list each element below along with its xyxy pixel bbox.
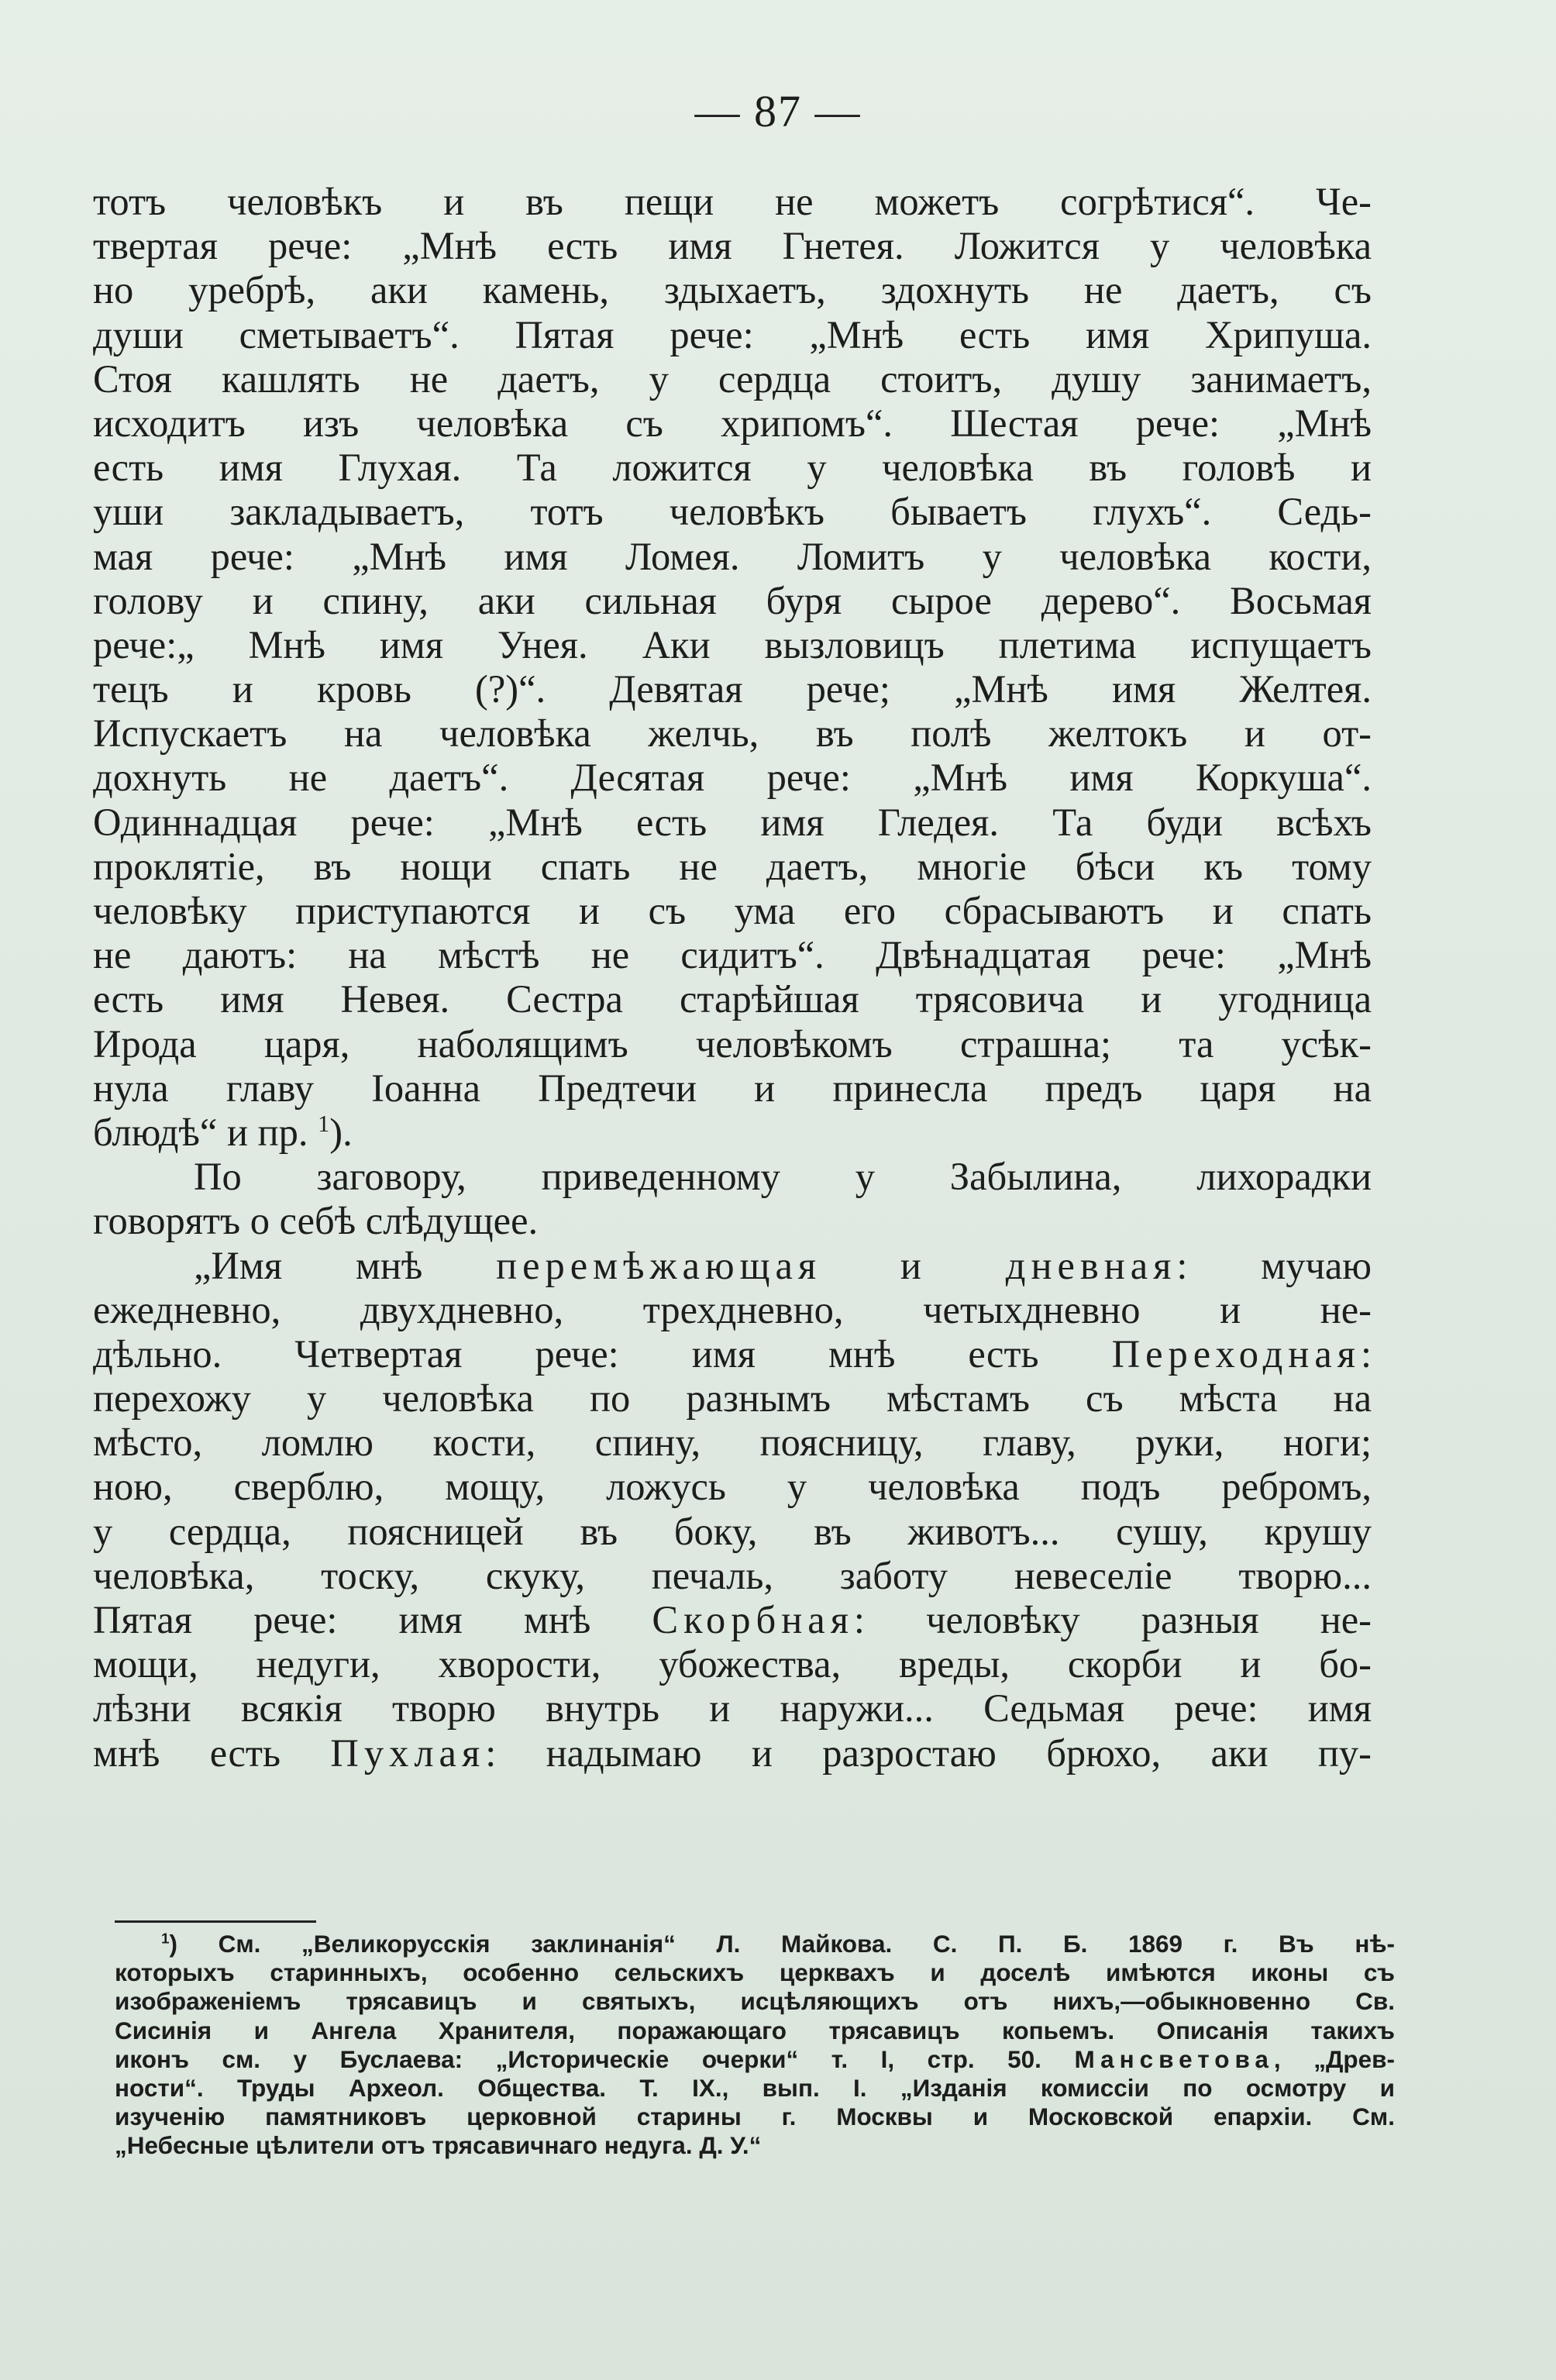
text-line: рече:„ Мнѣ имя Унея. Аки вызловицъ плетима испущаетъ bbox=[93, 622, 1372, 666]
text-line: „Имя мнѣ перемѣжающая и дневная: мучаю bbox=[194, 1243, 1372, 1287]
footnote-line: Сисинія и Ангела Хранителя, поражающаго трясавицъ копьемъ. Описанія такихъ bbox=[115, 2016, 1395, 2044]
text-line: мнѣ есть Пухлая: надымаю и разростаю брюхо, аки пу- bbox=[93, 1731, 1372, 1775]
text-line: тецъ и кровь (?)“. Девятая рече; „Мнѣ имя Желтея. bbox=[93, 667, 1372, 711]
footnote-mark: 1 bbox=[161, 1931, 170, 1948]
spaced-term: Мансветова bbox=[1074, 2044, 1274, 2073]
text-line: души сметываетъ“. Пятая рече: „Мнѣ есть имя Хрипуша. bbox=[93, 312, 1372, 356]
text-line: но уребрѣ, аки камень, здыхаетъ, здохнуть не даетъ, съ bbox=[93, 268, 1372, 312]
text-line: мѣсто, ломлю кости, спину, поясницу, главу, руки, ноги; bbox=[93, 1421, 1372, 1465]
text-line: есть имя Глухая. Та ложится у человѣка въ головѣ и bbox=[93, 446, 1372, 490]
text-line: человѣку приступаются и съ ума его сбрасываютъ и спать bbox=[93, 889, 1372, 932]
text-line: проклятіе, въ нощи спать не даетъ, многіе бѣси къ тому bbox=[93, 844, 1372, 888]
text-line: говорятъ о себѣ слѣдущее. bbox=[93, 1199, 539, 1243]
text-line: Испускаетъ на человѣка желчь, въ полѣ желтокъ и от- bbox=[93, 711, 1372, 756]
footnote-line: изображеніемъ трясавицъ и святыхъ, исцѣляющихъ отъ нихъ,—обыкновенно Св. bbox=[115, 1987, 1395, 2016]
text-line: нула главу Іоанна Предтечи и принесла предъ царя на bbox=[93, 1066, 1372, 1110]
footnote-divider bbox=[115, 1920, 316, 1923]
spaced-term: Переходная bbox=[1111, 1331, 1361, 1376]
text-line: человѣка, тоску, скуку, печаль, заботу невеселіе творю... bbox=[93, 1553, 1372, 1597]
footnote-line: которыхъ старинныхъ, особенно сельскихъ церквахъ и доселѣ имѣются иконы съ bbox=[115, 1958, 1395, 1987]
text-line: блюдѣ“ и пр. $^1$). bbox=[93, 1110, 353, 1154]
text-line: ежедневно, двухдневно, трехдневно, четыхдневно и не- bbox=[93, 1287, 1372, 1331]
text-line: дѣльно. Четвертая рече: имя мнѣ есть Переходная: bbox=[93, 1331, 1372, 1376]
text-line: есть имя Невея. Сестра старѣйшая трясовича и угодница bbox=[93, 977, 1372, 1021]
text-line: твертая рече: „Мнѣ есть имя Гнетея. Ложится у человѣка bbox=[93, 224, 1372, 268]
footnote-line: ности“. Труды Археол. Общества. Т. IX., вып. I. „Изданія комиссіи по осмотру и bbox=[115, 2073, 1395, 2102]
text-line: лѣзни всякія творю внутрь и наружи... Седьмая рече: имя bbox=[93, 1686, 1372, 1731]
footnote-line: $^1$) См. „Великорусскія заклинанія“ Л. Майкова. С. П. Б. 1869 г. Въ нѣ- bbox=[161, 1930, 1395, 1958]
text-line: уши закладываетъ, тотъ человѣкъ бываетъ глухъ“. Седь- bbox=[93, 490, 1372, 534]
text-line: перехожу у человѣка по разнымъ мѣстамъ съ мѣста на bbox=[93, 1376, 1372, 1421]
text-line: мощи, недуги, хворости, убожества, вреды, скорби и бо- bbox=[93, 1642, 1372, 1686]
text-line: мая рече: „Мнѣ имя Ломея. Ломитъ у человѣка кости, bbox=[93, 534, 1372, 578]
text-line: Пятая рече: имя мнѣ Скорбная: человѣку разныя не- bbox=[93, 1598, 1372, 1641]
page-number: — 87 — bbox=[694, 86, 862, 136]
footnote-line: изученію памятниковъ церковной старины г. Москвы и Московской епархіи. См. bbox=[115, 2103, 1395, 2131]
spaced-term: перемѣжающая и дневная bbox=[496, 1243, 1177, 1287]
text-line: Одиннадцая рече: „Мнѣ есть имя Гледея. Та буди всѣхъ bbox=[93, 800, 1372, 844]
text-line: не даютъ: на мѣстѣ не сидитъ“. Двѣнадцатая рече: „Мнѣ bbox=[93, 933, 1372, 977]
text-line: у сердца, поясницей въ боку, въ животъ... сушу, крушу bbox=[93, 1509, 1372, 1553]
footnote-line: иконъ см. у Буслаева: „Историческіе очерки“ т. I, стр. 50. Мансветова, „Древ- bbox=[115, 2044, 1395, 2073]
main-text bbox=[93, 180, 1372, 1776]
text-line: Стоя кашлять не даетъ, у сердца стоитъ, душу занимаетъ, bbox=[93, 356, 1372, 401]
text-line: По заговору, приведенному у Забылина, лихорадки bbox=[194, 1155, 1372, 1199]
text-line: Ирода царя, наболящимъ человѣкомъ страшна; та усѣк- bbox=[93, 1021, 1372, 1066]
text-line: дохнуть не даетъ“. Десятая рече: „Мнѣ имя Коркуша“. bbox=[93, 756, 1372, 800]
spaced-term: Скорбная bbox=[652, 1598, 854, 1641]
text-line: голову и спину, аки сильная буря сырое дерево“. Восьмая bbox=[93, 578, 1372, 622]
footnote-ref: 1 bbox=[318, 1111, 330, 1138]
footnotes bbox=[115, 1930, 1395, 2161]
text-line: исходитъ изъ человѣка съ хрипомъ“. Шестая рече: „Мнѣ bbox=[93, 401, 1372, 445]
text-line: ною, сверблю, мощу, ложусь у человѣка подъ ребромъ, bbox=[93, 1465, 1372, 1509]
footnote-line: „Небесные цѣлители отъ трясавичнаго недуга. Д. У.“ bbox=[115, 2131, 762, 2160]
text-line: тотъ человѣкъ и въ пещи не можетъ согрѣтися“. Че- bbox=[93, 180, 1372, 223]
spaced-term: Пухлая bbox=[330, 1731, 486, 1775]
